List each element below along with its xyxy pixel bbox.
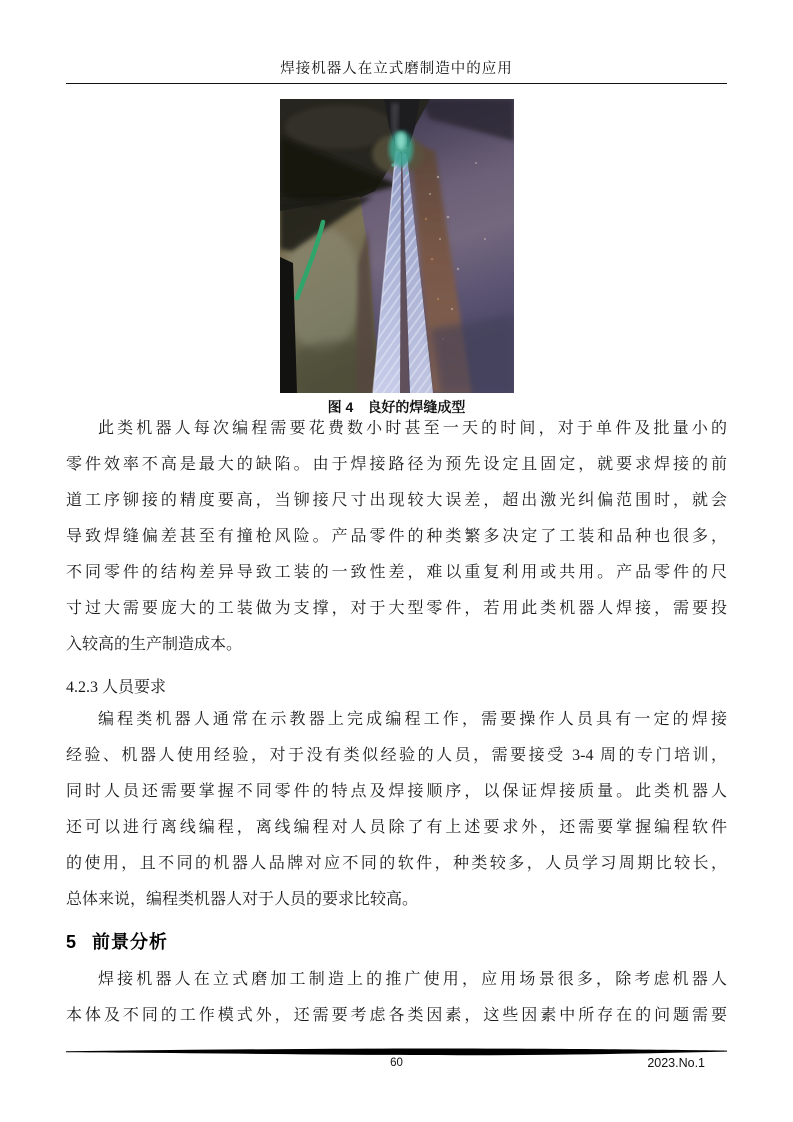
text-line: 不同零件的结构差异导致工装的一致性差，难以重复利用或共用。产品零件的尺: [66, 564, 727, 581]
figure-caption-text: 良好的焊缝成型: [367, 399, 466, 415]
journal-issue: 2023.No.1: [647, 1056, 705, 1070]
text-line: 本体及不同的工作模式外，还需要考虑各类因素，这些因素中所存在的问题需要: [66, 1007, 727, 1024]
text-line: 编程类机器人通常在示教器上完成编程工作，需要操作人员具有一定的焊接: [98, 711, 727, 728]
section-title: 前景分析: [92, 932, 169, 952]
text-line: 的使用，且不同的机器人品牌对应不同的软件，种类较多，人员学习周期比较长，: [66, 855, 727, 872]
weld-seam-photo: [280, 99, 514, 393]
text-line: 焊接机器人在立式磨加工制造上的推广使用，应用场景很多，除考虑机器人: [98, 971, 727, 988]
text-line: 经验、机器人使用经验，对于没有类似经验的人员，需要接受 3-4 周的专门培训，: [66, 747, 727, 764]
weld-seam-photo-graphic: [280, 99, 514, 393]
text-line: 总体来说，编程类机器人对于人员的要求比较高。: [66, 891, 419, 908]
section-heading-personnel-requirements: 4.2.3 人员要求: [66, 679, 167, 696]
text-line: 导致焊缝偏差甚至有撞枪风险。产品零件的种类繁多决定了工装和品种也很多，: [66, 528, 727, 545]
footer-rule: [66, 1048, 727, 1057]
text-line: 寸过大需要庞大的工装做为支撑，对于大型零件，若用此类机器人焊接，需要投: [66, 600, 727, 617]
header-rule: [66, 83, 727, 84]
text-line: 入较高的生产制造成本。: [66, 636, 243, 653]
paragraph-personnel-requirements: [66, 702, 727, 918]
text-line: 零件效率不高是最大的缺陷。由于焊接路径为预先设定且固定，就要求焊接的前: [66, 456, 727, 473]
text-line: 还可以进行离线编程，离线编程对人员除了有上述要求外，还需要掌握编程软件: [66, 819, 727, 836]
figure-caption-label: 图 4: [327, 399, 354, 415]
running-header-title: 焊接机器人在立式磨制造中的应用: [280, 61, 513, 77]
text-line: 道工序铆接的精度要高，当铆接尺寸出现较大误差，超出激光纠偏范围时，就会: [66, 492, 727, 509]
text-line: 此类机器人每次编程需要花费数小时甚至一天的时间，对于单件及批量小的: [98, 420, 727, 437]
section-number: 5: [66, 932, 77, 952]
section-heading-prospect-analysis: [66, 924, 168, 960]
page-number: 60: [390, 1057, 403, 1069]
text-line: 同时人员还需要掌握不同零件的特点及焊接顺序，以保证焊接质量。此类机器人: [66, 783, 727, 800]
paragraph-prospect-intro: [66, 962, 727, 1034]
paragraph-programming-drawbacks: [66, 411, 727, 663]
